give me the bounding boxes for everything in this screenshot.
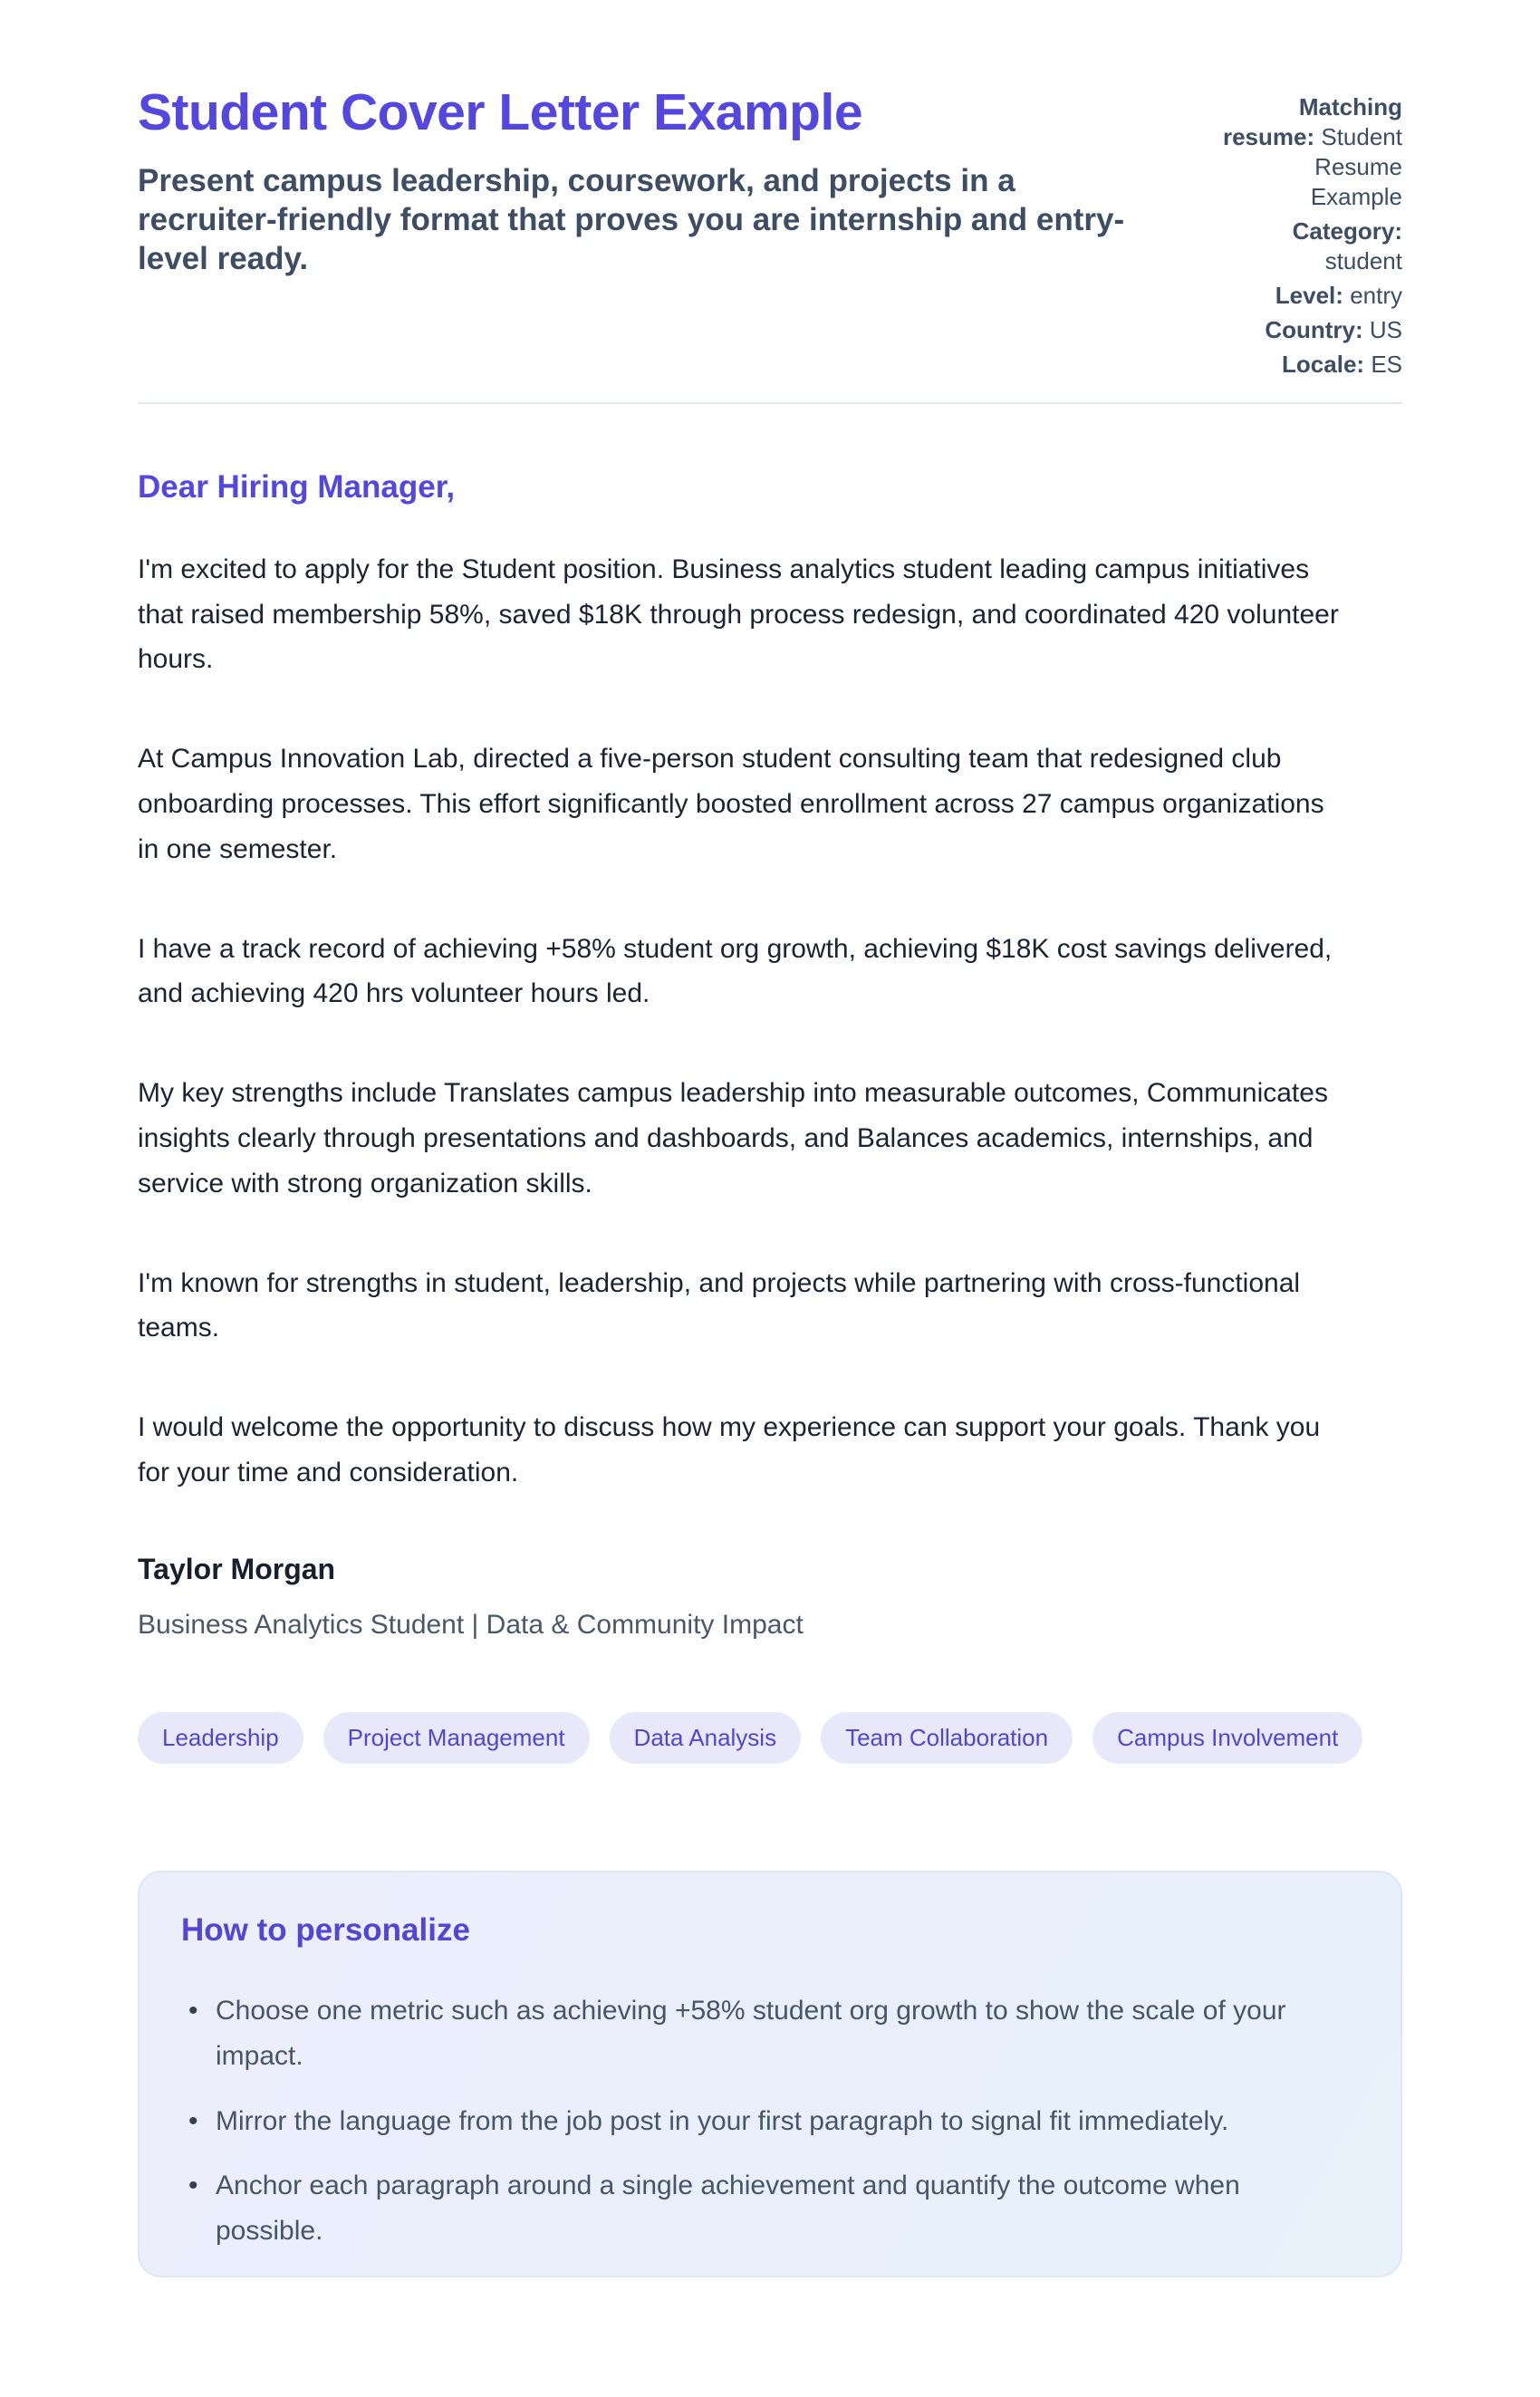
meta-panel <box>1221 83 1402 384</box>
meta-value: Student Resume Example <box>1310 123 1402 211</box>
personalize-card <box>138 1871 1402 2277</box>
tag-pill-data-analysis: Data Analysis <box>610 1712 802 1764</box>
meta-label: Locale: <box>1282 351 1365 379</box>
meta-label: Matching resume: <box>1222 93 1402 151</box>
page-subtitle: Present campus leadership, coursework, and projects in a recruiter-friendly format that proves you are internship and entry-level ready. <box>138 162 1125 276</box>
meta-label: Level: <box>1275 282 1343 310</box>
personalize-title: How to personalize <box>181 1912 470 1949</box>
header <box>138 83 1402 384</box>
tip-item-3: • Anchor each paragraph around a single achievement and quantify the outcome when possible. <box>183 2163 1339 2254</box>
title-block <box>138 83 1152 278</box>
greeting: Dear Hiring Manager, <box>138 469 456 505</box>
tip-item-2: • Mirror the language from the job post in your first paragraph to signal fit immediately. <box>183 2099 1339 2144</box>
tags-list <box>138 1712 1402 1764</box>
meta-row-country <box>1221 315 1402 345</box>
tag-pill-team-collaboration: Team Collaboration <box>821 1712 1073 1764</box>
meta-row-category <box>1221 217 1402 276</box>
cover-letter <box>138 467 1402 1647</box>
tag-pill-campus-involvement: Campus Involvement <box>1092 1712 1362 1764</box>
tag-pill-project-management: Project Management <box>323 1712 590 1764</box>
letter-paragraph-4: My key strengths include Translates campus leadership into measurable outcomes, Communicates insights clearly through presentations and dashboards, and Balances academics, internships, and service with strong organization skills. <box>138 1078 1328 1198</box>
page-title: Student Cover Letter Example <box>138 83 863 141</box>
meta-row-level <box>1221 281 1402 311</box>
meta-label: Category: <box>1292 217 1402 245</box>
letter-paragraph-6: I would welcome the opportunity to discuss how my experience can support your goals. Thank you for your time and consideration. <box>138 1412 1321 1488</box>
meta-row-matching-resume <box>1221 92 1402 212</box>
tag-pill-leadership: Leadership <box>138 1712 303 1764</box>
meta-label: Country: <box>1265 316 1363 344</box>
letter-paragraph-2: At Campus Innovation Lab, directed a five-person student consulting team that redesigned club onboarding processes. This effort significantly boosted enrollment across 27 campus organizations in one semester. <box>138 744 1324 864</box>
letter-paragraph-3: I have a track record of achieving +58% student org growth, achieving $18K cost savings delivered, and achieving 420 hrs volunteer hours led. <box>138 933 1333 1009</box>
meta-row-locale <box>1221 350 1402 380</box>
meta-value: student <box>1324 247 1402 275</box>
signature-name: Taylor Morgan <box>138 1552 336 1585</box>
meta-value: entry <box>1350 282 1402 310</box>
letter-paragraph-5: I'm known for strengths in student, leadership, and projects while partnering with cross-functional teams. <box>138 1267 1301 1343</box>
letter-paragraph-1: I'm excited to apply for the Student position. Business analytics student leading campus initiatives that raised membership 58%, saved $18K through process redesign, and coordinated 420 volunteer hours. <box>138 554 1339 675</box>
signature-role: Business Analytics Student | Data & Community Impact <box>138 1610 804 1641</box>
divider <box>138 402 1402 404</box>
tip-item-1: • Choose one metric such as achieving +58% student org growth to show the scale of your impact. <box>183 1988 1339 2079</box>
meta-value: ES <box>1371 351 1402 379</box>
meta-value: US <box>1369 316 1402 344</box>
personalize-tips <box>181 1988 1353 2254</box>
